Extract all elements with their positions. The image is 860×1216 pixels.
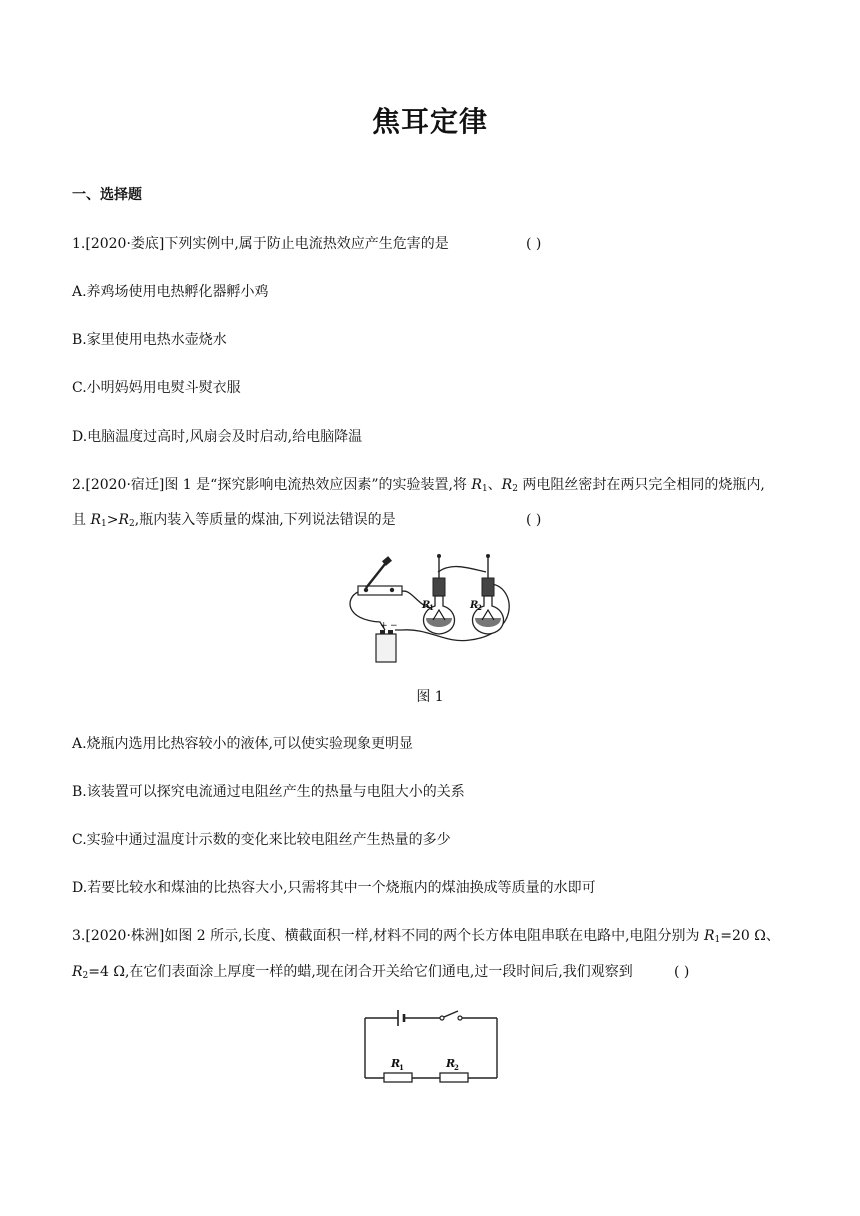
q1-option-b: B.家里使用电热水壶烧水	[72, 332, 227, 348]
q1-stem	[72, 234, 542, 254]
flask2-r-label: R	[470, 600, 479, 611]
q3-text-b: =4 Ω,在它们表面涂上厚度一样的蜡,现在闭合开关给它们通电,过一段时间后,我们观察到	[88, 964, 633, 980]
q2-stem-line2	[72, 510, 542, 534]
q2-option-a: A.烧瓶内选用比热容较小的液体,可以使实验现象更明显	[72, 736, 414, 752]
section-heading: 一、选择题	[72, 187, 142, 203]
battery-plus-label: +	[380, 621, 388, 631]
q2-line2-r2: R	[118, 512, 130, 528]
flask1-r-label: R	[422, 600, 431, 611]
battery-minus-label: −	[390, 621, 398, 631]
q2-line2-r1: R	[90, 512, 101, 528]
q3-r2-sub: 2	[82, 971, 89, 981]
q3-r1: R	[703, 928, 715, 944]
q3-r2: R	[72, 964, 83, 980]
q2-text-a: 2.[2020·宿迁]图 1 是“探究影响电流热效应因素”的实验装置,将	[72, 477, 472, 493]
q3-stem-line2	[72, 962, 690, 986]
q1-stem-text: 1.[2020·娄底]下列实例中,属于防止电流热效应产生危害的是	[72, 236, 449, 252]
q2-text-b: 两电阻丝密封在两只完全相同的烧瓶内,	[517, 477, 765, 493]
q1-option-d: D.电脑温度过高时,风扇会及时启动,给电脑降温	[72, 429, 363, 445]
q2-text-d: ,瓶内装入等质量的煤油,下列说法错误的是	[134, 512, 396, 528]
q2-stem-line1	[72, 475, 765, 499]
q2-option-b: B.该装置可以探究电流通过电阻丝产生的热量与电阻大小的关系	[72, 784, 465, 800]
q3-answer-paren: ( )	[674, 964, 690, 980]
circuit-r1-label: R	[391, 1057, 401, 1070]
q2-line2-r1-sub: 1	[101, 519, 107, 529]
q3-r1-val: =20 Ω、	[720, 928, 780, 944]
q2-text-c: 且	[72, 512, 91, 528]
q1-option-c: C.小明妈妈用电熨斗熨衣服	[72, 380, 241, 396]
q3-stem-line1	[72, 926, 780, 950]
circuit-r1-sub: 1	[399, 1063, 404, 1072]
q1-answer-paren: ( )	[526, 236, 542, 252]
flask1-r-sub: 1	[429, 603, 434, 612]
q3-text-a: 3.[2020·株洲]如图 2 所示,长度、横截面积一样,材料不同的两个长方体电阻串联在电路中,电阻分别为	[72, 928, 704, 944]
q2-r1: R	[471, 477, 482, 493]
q3-r1-sub: 1	[714, 935, 721, 945]
page-title: 焦耳定律	[371, 105, 488, 138]
circuit-r2-sub: 2	[454, 1063, 459, 1072]
q2-r2-sub: 2	[512, 484, 518, 494]
q2-option-d: D.若要比较水和煤油的比热容大小,只需将其中一个烧瓶内的煤油换成等质量的水即可	[72, 880, 596, 896]
figure-1-caption: 图 1	[416, 689, 444, 705]
q2-r2: R	[501, 477, 513, 493]
q2-line2-r2-sub: 2	[129, 519, 135, 529]
circuit-r2-label: R	[446, 1057, 456, 1070]
q1-option-a: A.养鸡场使用电热孵化器孵小鸡	[72, 284, 269, 300]
flask2-r-sub: 2	[477, 603, 482, 612]
q2-r1-sub: 1	[481, 484, 488, 494]
q2-option-c: C.实验中通过温度计示数的变化来比较电阻丝产生热量的多少	[72, 832, 451, 848]
q2-answer-paren: ( )	[526, 512, 542, 528]
figure-2-circuit	[360, 1010, 502, 1086]
q2-sep: 、	[487, 477, 502, 493]
figure-1-apparatus	[340, 548, 520, 666]
q2-gt: >	[106, 512, 119, 528]
